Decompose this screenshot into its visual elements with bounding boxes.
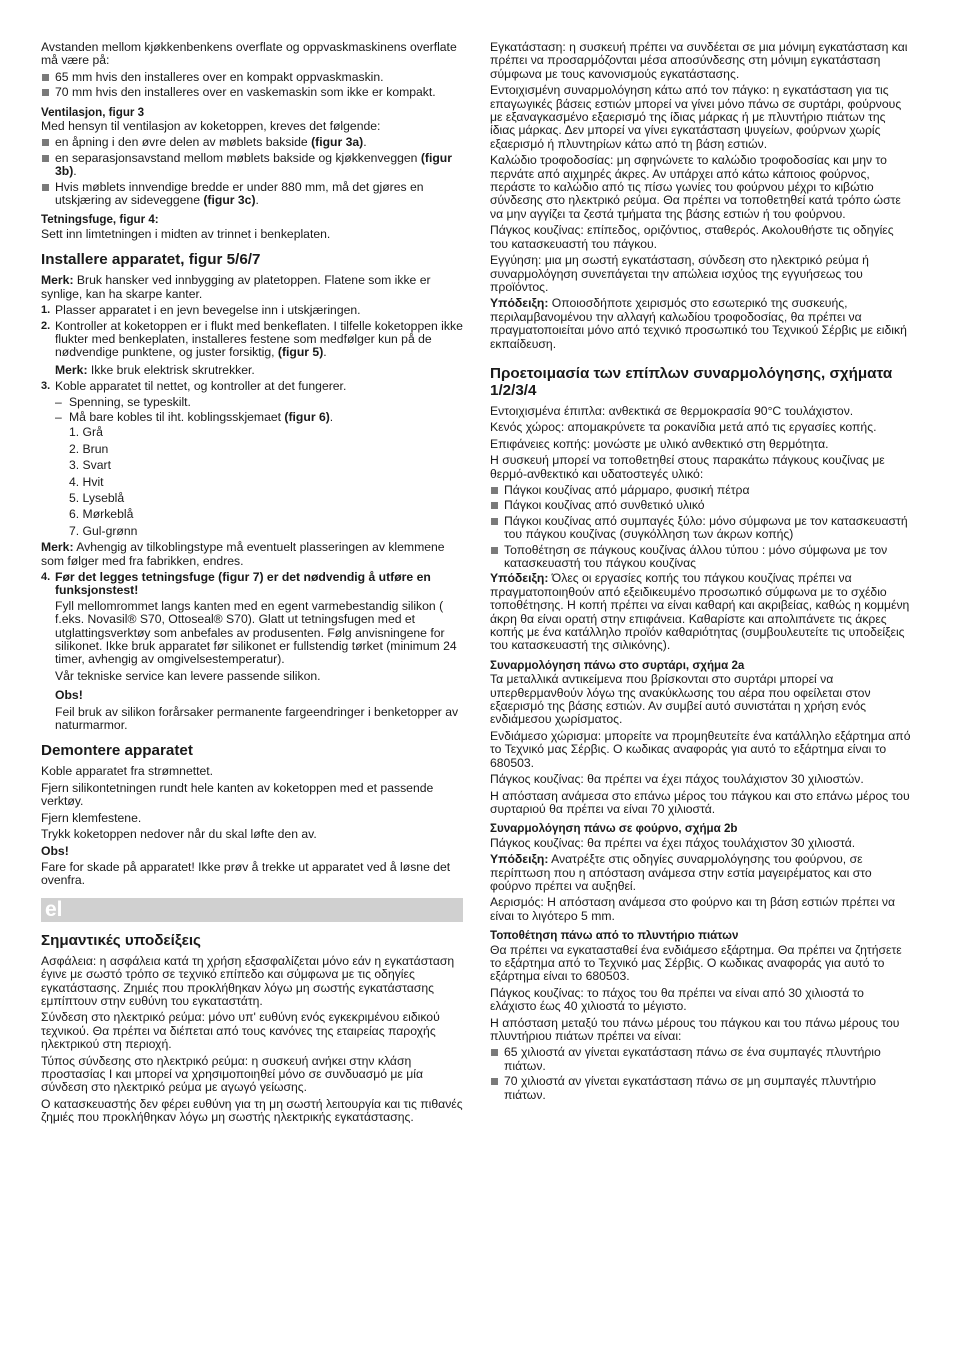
- list-item: Τοποθέτηση σε πάγκους κουζίνας άλλου τύπου : μόνο σύμφωνα με τον κατασκευαστή του πάγκου κουζίνας: [490, 544, 912, 571]
- note-label: Merk:: [41, 273, 74, 288]
- greek-text: Τύπος σύνδεσης στο ηλεκτρικό ρεύμα: η συσκευή ανήκει στην κλάση προστασίας I και μπορεί να χρησιμοποιηθεί μόνο σε συνδυασμό με μία σύνδεση στο ηλεκτρικό ρεύμα με αγωγό γείωσης.: [41, 1053, 424, 1095]
- greek-text: Θα πρέπει να εγκατασταθεί ένα ενδιάμεσο εξάρτημα. Θα πρέπει να ζητήσετε το εξάρτημα από το Τεχνικό μας Σέρβις. Ο κωδικας αναφοράς για αυτό το εξάρτημα είναι το 680503.: [490, 942, 902, 984]
- greek-text: Πάγκος κουζίνας: το πάχος του θα πρέπει να είναι από 30 χιλιοστά το ελάχιστο έως 40 χιλιοστά το μέγιστο.: [490, 985, 864, 1014]
- greek-text: Ασφάλεια: η ασφάλεια κατά τη χρήση εξασφαλίζεται μόνο εάν η εγκατάσταση έγινε με σωστό τρόπο σε τεχνικό επίπεδο και σύμφωνα με τις οδηγίες εγκατάστασης. Ζημιές που προκλήθηκαν λόγω μη σωστής εγκατάστασης εμπίπτουν στην ευθύνη του εγκαταστάτη.: [41, 953, 455, 1008]
- list-item: 2. Brun: [69, 441, 109, 456]
- warning-text: Fare for skade på apparatet! Ikke prøv å trekke ut apparatet ved å løsne det ovenfra.: [41, 859, 451, 888]
- greek-text: Σύνδεση στο ηλεκτρικό ρεύμα: μόνο υπ' ευθύνη ενός εγκεκριμένου ειδικού τεχνικού. Θα πρέπει να διέπεται από τους κανόνες της εταιρείας παροχής ηλεκτρικού στη περιοχή.: [41, 1010, 440, 1052]
- list-item: – Må bare kobles til iht. koblingsskjemaet (figur 6).: [41, 411, 463, 424]
- list-item: 70 χιλιοστά αν γίνεται εγκατάσταση πάνω σε μη συμπαγές πλυντήριο πιάτων.: [490, 1075, 912, 1102]
- list-item: 70 mm hvis den installeres over en vaskemaskin som ikke er kompakt.: [41, 86, 463, 99]
- greek-text: Πάγκος κουζίνας: επίπεδος, οριζόντιος, σταθερός. Ακολουθήστε τις οδηγίες του κατασκευαστή του πάγκου.: [490, 223, 894, 251]
- list-item: 1. Grå: [69, 425, 103, 440]
- list-item: en åpning i den øvre delen av møblets bakside (figur 3a).: [41, 136, 463, 149]
- hint-text: Υπόδειξη: Οποιοσδήποτε χειρισμός στο εσωτερικό της συσκευής, περιλαμβανομένου την αλλαγή καλωδίου τροφοδοσίας, θα πρέπει να πραγματοποιείται μόνο από τεχνικό προσωπικό του Τεχνικού Σέρβις με ειδική εκπαίδευση.: [490, 296, 907, 351]
- step-2: 2. Kontroller at koketoppen er i flukt med benkeflaten. I tilfelle koketoppen ikke flukter med benkeplaten, installeres festene som medfølger kun på de nødvendige punktene, og juster forsiktig, (figur 5).: [41, 318, 463, 360]
- greek-text: Η απόσταση μεταξύ του πάνω μέρους του πάγκου και του πάνω μέρους του πλυντήριου πιάτων πρέπει να είναι:: [490, 1015, 900, 1043]
- intro-text: Avstanden mellom kjøkkenbenkens overflate og oppvaskmaskinens overflate må være på:: [41, 40, 457, 68]
- greek-text: Ενδιάμεσο χώρισμα: μπορείτε να προμηθευτείτε ένα κατάλληλο εξάρτημα από το Τεχνικό μας Σέρβις. Ο κωδικας αναφοράς για αυτό το εξάρτημα είναι το 680503.: [490, 728, 911, 770]
- language-bar: [41, 898, 463, 922]
- right-column: [490, 41, 912, 1104]
- greek-text: Αερισμός: Η απόσταση ανάμεσα στο φούρνο και τη βάση εστιών πρέπει να είναι το λιγότερο 5 mm.: [490, 895, 896, 923]
- list-item: Hvis møblets innvendige bredde er under 880 mm, må det gjøres en utskjæring av sideveggene (figur 3c).: [41, 181, 463, 208]
- step-3: 3. Koble apparatet til nettet, og kontroller at det fungerer.: [41, 379, 347, 394]
- step-2-note: Merk: Ikke bruk elektrisk skrutrekker.: [55, 362, 255, 377]
- greek-text: Εντοιχισμένη συναρμολόγηση κάτω από τον πάγκο: η εγκατάσταση για τις επαγωγικές βάσεις εστιών μπορεί να γίνει μόνο πάνω σε συρτάρι, φούρνους με εξαναγκασμένο εξαερισμό της ίδιας μάρκας ή με πλυντήριο πιάτων της ίδιας μάρκας. Δεν μπορεί να γίνει εγκατάσταση ψυγείων, φούρνων χωρίς εξαερισμό ή πλυντηρίων κάτω από τη βάση εστιών.: [490, 83, 902, 151]
- remove-heading: Demontere apparatet: [41, 742, 193, 760]
- ventilation-intro: Med hensyn til ventilasjon av koketoppen, kreves det følgende:: [41, 119, 381, 134]
- list-item: 7. Gul-grønn: [69, 523, 138, 538]
- greek-text: Καλώδιο τροφοδοσίας: μη σφηνώνετε το καλώδιο τροφοδοσίας και μην το περνάτε από αιχμηρές άκρες. Αν υπάρχει από κάτω κάποιος φούρνος, περάστε το καλώδιο από τις πίσω γωνίες του φούρνου μέχρι το κιβώτιο σύνδεσης στο ηλεκτρικό ρεύμα. Θα πρέπει να τοποθετηθεί κατά τρόπο ώστε να μην αγγίζει τα ζεστά τμήματα της βάσης εστιών ή του φούρνου.: [490, 153, 901, 221]
- greek-text: Ο κατασκευαστής δεν φέρει ευθύνη για τη μη σωστή λειτουργία και τις πιθανές ζημιές που προκλήθηκαν λόγω μη σωστής ηλεκτρικής εγκατάστασης.: [41, 1096, 463, 1125]
- ventilation-heading: Ventilasjon, figur 3: [41, 105, 145, 119]
- list-item: Πάγκοι κουζίνας από συμπαγές ξύλο: μόνο σύμφωνα με τον κατασκευαστή του πάγκου κουζίνας (συγκόλληση των άκρων κοπής): [490, 515, 912, 542]
- seal-heading: Tetningsfuge, figur 4:: [41, 213, 159, 227]
- warning-label: Obs!: [41, 843, 69, 858]
- step-4: 4. Før det legges tetningsfuge (figur 7) er det nødvendig å utføre en funksjonstest!: [41, 570, 431, 598]
- figure-ref: (figur 3c): [203, 193, 256, 208]
- remove-text: Koble apparatet fra strømnettet.: [41, 764, 214, 779]
- greek-text: Πάγκος κουζίνας: θα πρέπει να έχει πάχος τουλάχιστον 30 χιλιοστά.: [490, 835, 856, 850]
- figure-ref: (figur 3a): [311, 135, 364, 150]
- greek-text: Τα μεταλλικά αντικείμενα που βρίσκονται στο συρτάρι μπορεί να υπερθερμανθούν λόγω της ανακύκλωσης του αέρα που οφείλεται στον εξαερισμό της βάσης εστιών. Αν συμβεί αυτό συνιστάται η χρήση ενός ενδιάμεσου χωρίσματος.: [490, 672, 871, 727]
- wire-color-list: [41, 426, 463, 538]
- greek-text: Εγγύηση: μια μη σωστή εγκατάσταση, σύνδεση στο ηλεκτρικό ρεύμα ή συναρμολόγηση συνεπάγεται την απώλεια ισχύος της εγγυήσεως του προϊόντος.: [490, 253, 869, 294]
- seal-text: Sett inn limtetningen i midten av trinnet i benkeplaten.: [41, 226, 331, 241]
- greek-text: Πάγκος κουζίνας: θα πρέπει να έχει πάχος τουλάχιστον 30 χιλιοστών.: [490, 772, 864, 787]
- list-item: 4. Hvit: [69, 474, 104, 489]
- greek-text: Εγκατάσταση: η συσκευή πρέπει να συνδέεται σε μια μόνιμη εγκατάσταση και πρέπει να προσαρμόζονται μέσα αποσύνδεσης στη μόνιμη εγκατάσταση σύμφωνα με τους κανονισμούς εγκατάστασης.: [490, 40, 908, 81]
- install-heading: Installere apparatet, figur 5/6/7: [41, 251, 261, 269]
- greek-text: Η απόσταση ανάμεσα στο επάνω μέρος του πάγκου και στο επάνω μέρος του συρταριού θα πρέπει να είναι 70 χιλιοστά.: [490, 788, 910, 816]
- hint-text: Υπόδειξη: Όλες οι εργασίες κοπής του πάγκου κουζίνας πρέπει να πραγματοποιηθούν από εξειδικευμένο προσωπικό σύμφωνα με το σχέδιο τοποθέτησης. Η κοπή πρέπει να είναι καθαρή και ακριβείας, καθώς η κομμένη άκρη θα είναι ορατή στην επιφάνεια. Καθαρίστε και απολιπάνετε τις άκρες κοπής με ένα κατάλληλο προϊόν καθαριότητας (συμβουλευτείτε τις υποδείξεις του κατασκευαστή της σιλικόνης).: [490, 571, 910, 653]
- remove-text: Fjern klemfestene.: [41, 810, 142, 825]
- list-item: 65 χιλιοστά αν γίνεται εγκατάσταση πάνω σε ένα συμπαγές πλυντήριο πιάτων.: [490, 1046, 912, 1073]
- remove-text: Trykk koketoppen nedover når du skal løfte den av.: [41, 827, 317, 842]
- greek-text: Η συσκευή μπορεί να τοποθετηθεί στους παρακάτω πάγκους κουζίνας με θερμό-ανθεκτικό και υδατοστεγές υλικό:: [490, 453, 885, 481]
- list-item: Πάγκοι κουζίνας από συνθετικό υλικό: [490, 499, 912, 512]
- list-item: 3. Svart: [69, 458, 111, 473]
- step-4-text: Fyll mellomrommet langs kanten med en egent varmebestandig silikon ( f.eks. Novasil® S70, Ottoseal® S70). Glatt ut tetningsfugen med et utglattingsverktøy som anbefales av produsenten. Følg anvisningene for silikonet. Ikke bruk apparatet før silikonet er fullstendig tørket (minimum 24 timer, avhengig av omgivelsestemperatur).: [55, 598, 457, 667]
- drawer-heading: Συναρμολόγηση πάνω στο συρτάρι, σχήμα 2a: [490, 658, 745, 672]
- list-item: 65 mm hvis den installeres over en kompakt oppvaskmaskin.: [41, 71, 463, 84]
- remove-text: Fjern silikontetningen rundt hele kanten av koketoppen med et passende verktøy.: [41, 780, 434, 809]
- warning-text: Feil bruk av silikon forårsaker permanente fargeendringer i benketopper av naturmarmor.: [55, 704, 459, 733]
- list-item: 6. Mørkeblå: [69, 507, 134, 522]
- list-item: 5. Lyseblå: [69, 490, 125, 505]
- warning-label: Obs!: [55, 688, 83, 703]
- oven-heading: Συναρμολόγηση πάνω σε φούρνο, σχήμα 2b: [490, 822, 738, 836]
- prep-heading: Προετοιμασία των επίπλων συναρμολόγησης, σχήματα 1/2/3/4: [490, 364, 893, 399]
- figure-ref: (figur 3b): [55, 150, 452, 179]
- install-note: Merk: Bruk hansker ved innbygging av platetoppen. Flatene som ikke er synlige, kan ha skarpe kanter.: [41, 273, 431, 301]
- language-code: el: [45, 897, 63, 921]
- step-1: 1. Plasser apparatet i en jevn bevegelse inn i utskjæringen.: [41, 303, 361, 318]
- greek-text: Εντοιχισμένα έπιπλα: ανθεκτικά σε θερμοκρασία 90°C τουλάχιστον.: [490, 403, 854, 418]
- hint-text: Υπόδειξη: Ανατρέξτε στις οδηγίες συναρμολόγησης του φούρνου, σε περίπτωση που η απόσταση ανάμεσα στην εστία μαγειρέματος και στο φούρνο πρέπει να αυξηθεί.: [490, 852, 872, 893]
- step-4-text-2: Vår tekniske service kan levere passende silikon.: [55, 668, 321, 683]
- greek-heading: Σημαντικές υποδείξεις: [41, 931, 201, 949]
- dishwasher-heading: Τοποθέτηση πάνω από το πλυντήριο πιάτων: [490, 929, 739, 943]
- terminal-note: Merk: Avhengig av tilkoblingstype må eventuelt plasseringen av klemmene som følger med fra fabrikken, endres.: [41, 540, 445, 568]
- list-item: Πάγκοι κουζίνας από μάρμαρο, φυσική πέτρα: [490, 484, 912, 497]
- list-item: – Spenning, se typeskilt.: [41, 396, 463, 409]
- greek-text: Κενός χώρος: απομακρύνετε τα ροκανίδια μετά από τις εργασίες κοπής.: [490, 420, 877, 435]
- left-column: [41, 41, 463, 1128]
- list-item: en separasjonsavstand mellom møblets bakside og kjøkkenveggen (figur 3b).: [41, 152, 463, 179]
- greek-text: Επιφάνειες κοπής: μονώστε με υλικό ανθεκτικό στη θερμότητα.: [490, 436, 829, 451]
